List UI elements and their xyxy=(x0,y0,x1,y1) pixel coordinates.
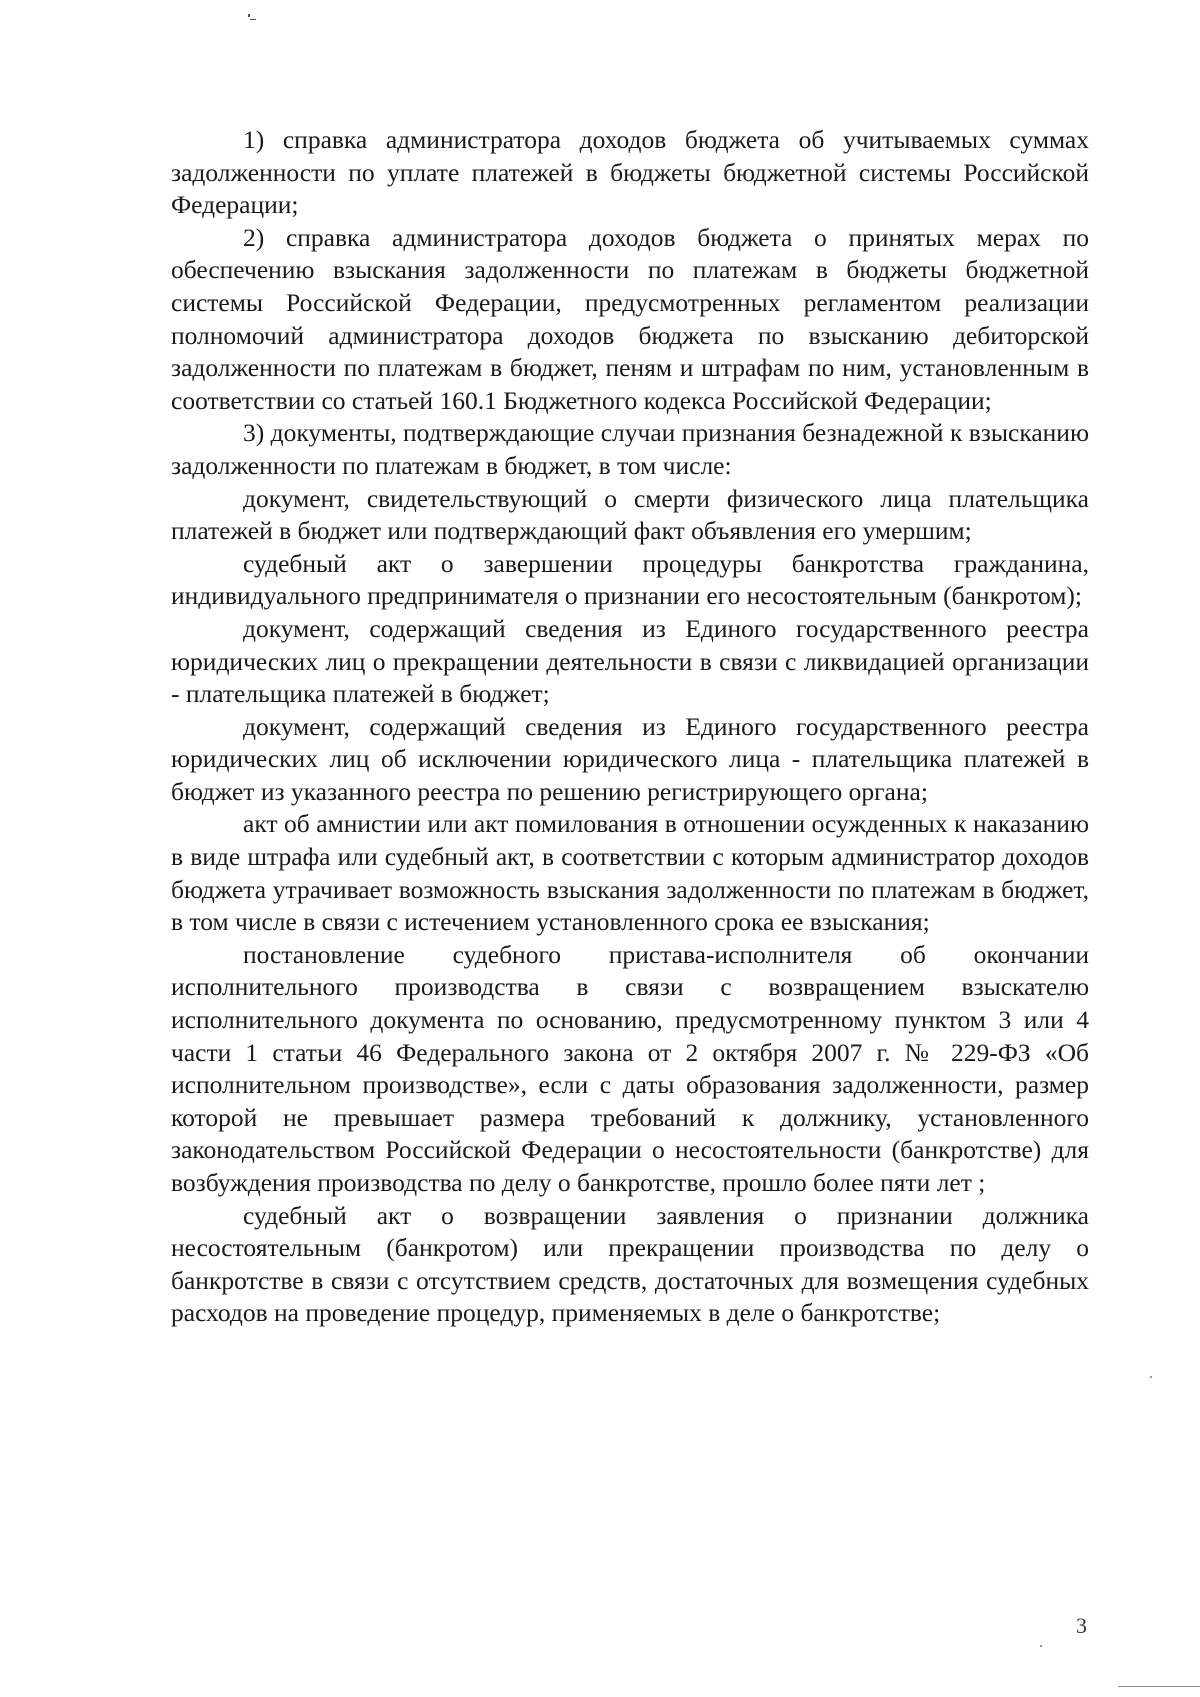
scan-speck xyxy=(1040,1645,1042,1647)
paragraph-bankruptcy-completion: судебный акт о завершении процедуры банкротства гражданина, индивидуального предпринимателя о признании его несостоятельным (банкротом); xyxy=(171,548,1089,611)
paragraph-item-1: 1) справка администратора доходов бюджета об учитываемых суммах задолженности по уплате платежей в бюджеты бюджетной системы Российской Федерации; xyxy=(171,125,1089,220)
paragraph-bankruptcy-return: судебный акт о возвращении заявления о признании должника несостоятельным (банкротом) или прекращении производства по делу о банкротстве в связи с отсутствием средств, достаточных для возмещения судебных расходов на проведение процедур, применяемых в деле о банкротстве; xyxy=(171,1200,1089,1328)
paragraph-item-3: 3) документы, подтверждающие случаи признания безнадежной к взысканию задолженности по платежам в бюджет, в том числе: xyxy=(171,418,1089,480)
scan-speck xyxy=(1150,1376,1152,1378)
document-body xyxy=(171,124,1089,1330)
paragraph-bailiff-resolution: постановление судебного пристава-исполнителя об окончании исполнительного производства в связи с возвращением взыскателю исполнительного документа по основанию, предусмотренному пунктом 3 или 4 части 1 статьи 46 Федерального закона от 2 октября 2007 г. № 229-ФЗ «Об исполнительном производстве», если с даты образования задолженности, размер которой не превышает размера требований к должнику, установленного законодательством Российской Федерации о несостоятельности (банкротстве) для возбуждения производства по делу о банкротстве, прошло более пяти лет ; xyxy=(171,939,1089,1197)
paragraph-exclusion-record: документ, содержащий сведения из Единого государственного реестра юридических лиц об исключении юридического лица - плательщика платежей в бюджет из указанного реестра по решению регистрирующего органа; xyxy=(171,711,1089,806)
scan-artifact-mark xyxy=(248,14,256,22)
paragraph-death-document: документ, свидетельствующий о смерти физического лица плательщика платежей в бюджет или подтверждающий факт объявления его умершим; xyxy=(171,483,1089,546)
paragraph-amnesty-act: акт об амнистии или акт помилования в отношении осужденных к наказанию в виде штрафа или судебный акт, в соответствии с которым администратор доходов бюджета утрачивает возможность взыскания задолженности по платежам в бюджет, в том числе в связи с истечением установленного срока ее взыскания; xyxy=(171,809,1089,937)
paragraph-liquidation-record: документ, содержащий сведения из Единого государственного реестра юридических лиц о прекращении деятельности в связи с ликвидацией организации - плательщика платежей в бюджет; xyxy=(171,613,1089,709)
paragraph-item-2: 2) справка администратора доходов бюджета о принятых мерах по обеспечению взыскания задолженности по платежам в бюджеты бюджетной системы Российской Федерации, предусмотренных регламентом реализации полномочий администратора доходов бюджета по взысканию дебиторской задолженности по платежам в бюджет, пеням и штрафам по ним, установленным в соответствии со статьей 160.1 Бюджетного кодекса Российской Федерации; xyxy=(171,222,1089,415)
page-number: 3 xyxy=(1076,1613,1087,1638)
scan-edge-line xyxy=(1118,1686,1200,1687)
